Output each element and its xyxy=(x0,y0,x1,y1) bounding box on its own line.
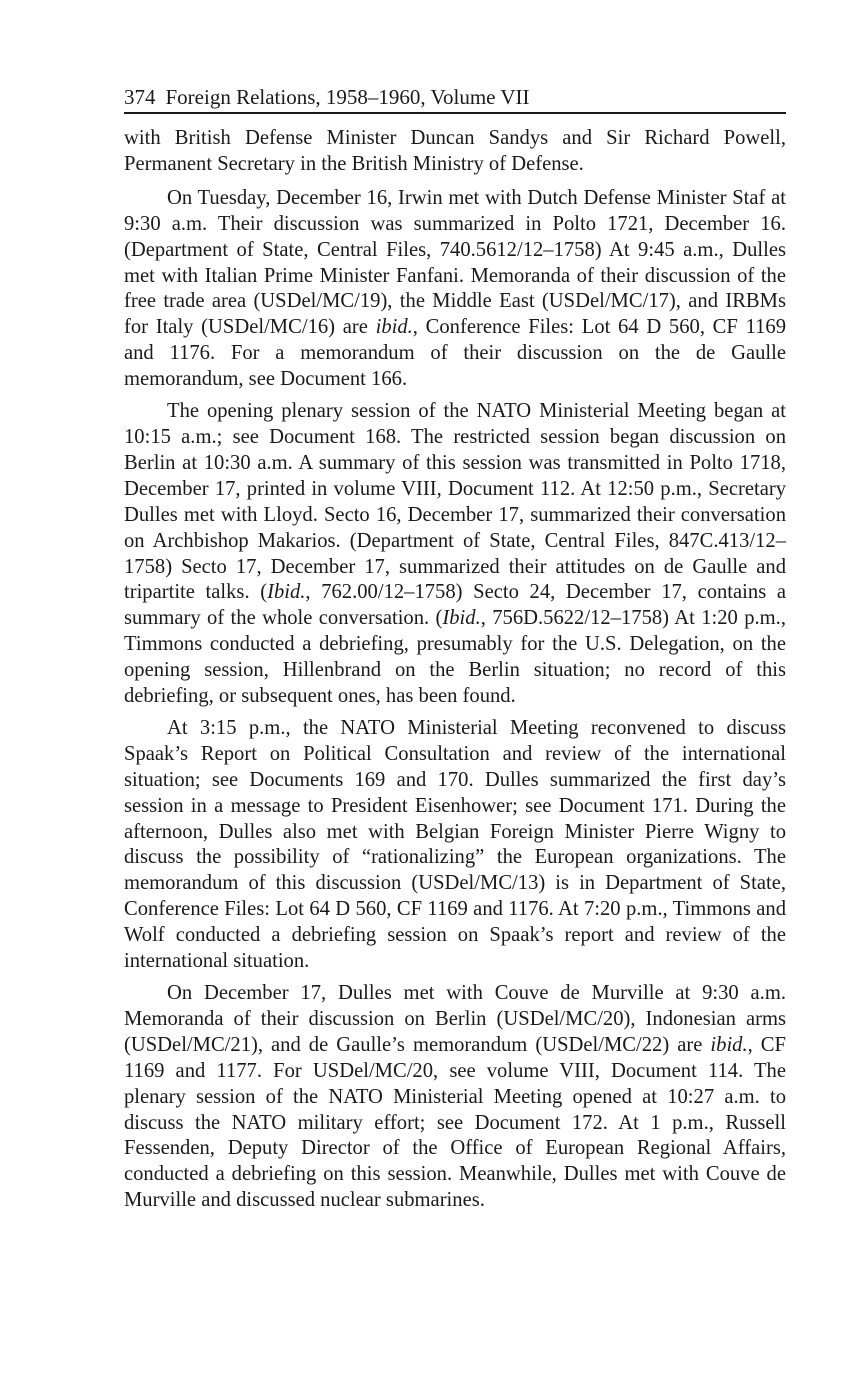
body-text xyxy=(124,126,786,1214)
text-segment: , CF 1169 and 1177. For USDel/MC/20, see volume VIII, Document 114. The plenary session of the NATO Ministerial Meeting opened at 10:27 a.m. to discuss the NATO military effort; see Document 172. At 1 p.m., Russell Fessenden, Deputy Director of the Office of European Regional Affairs, conducted a debriefing on this session. Meanwhile, Dulles met with Couve de Murville and discussed nuclear submarines. xyxy=(124,1033,786,1212)
paragraph-reconvened xyxy=(124,716,786,975)
ibid-reference: Ibid. xyxy=(442,607,481,630)
text-segment: , Conference Files: Lot 64 D 560, CF 1169 and 1176. For a memorandum of their discussion on the de Gaulle memorandum, see Document 166. xyxy=(124,316,786,391)
page-number: 374 xyxy=(124,85,156,109)
paragraph-continuation xyxy=(124,126,786,178)
ibid-reference: Ibid. xyxy=(267,581,306,604)
text-segment: On December 17, Dulles met with Couve de Murville at 9:30 a.m. Memoranda of their discussion on Berlin (USDel/MC/20), Indonesian arms (USDel/MC/21), and de Gaulle’s memorandum (USDel/MC/22) are xyxy=(124,982,786,1056)
running-head xyxy=(124,84,786,114)
ibid-reference: ibid. xyxy=(375,316,413,339)
document-page xyxy=(124,84,786,1220)
ibid-reference: ibid. xyxy=(710,1033,748,1056)
text-segment: with British Defense Minister Duncan Sandys and Sir Richard Powell, Permanent Secretary in the British Ministry of Defense. xyxy=(124,127,786,175)
text-segment: , 762.00/12–1758) Secto 24, December 17, contains a summary of the whole conversation. ( xyxy=(124,581,786,630)
text-segment: The opening plenary session of the NATO Ministerial Meeting began at 10:15 a.m.; see Document 168. The restricted session began discussion on Berlin at 10:30 a.m. A summary of this session was transmitted in Polto 1718, December 17, printed in volume VIII, Document 112. At 12:50 p.m., Secretary Dulles met with Lloyd. Secto 16, December 17, summarized their conversation on Archbishop Makarios. (Department of State, Central Files, 847C.413/12–1758) Secto 17, December 17, summarized their attitudes on de Gaulle and tripartite talks. ( xyxy=(124,400,786,604)
text-segment: At 3:15 p.m., the NATO Ministerial Meeting reconvened to discuss Spaak’s Report on Political Consultation and review of the international situation; see Documents 169 and 170. Dulles summarized the first day’s session in a message to President Eisenhower; see Document 171. During the afternoon, Dulles also met with Belgian Foreign Minister Pierre Wigny to discuss the possibility of “rationalizing” the European organizations. The memorandum of this discussion (USDel/MC/13) is in Department of State, Conference Files: Lot 64 D 560, CF 1169 and 1176. At 7:20 p.m., Timmons and Wolf conducted a debriefing session on Spaak’s report and review of the international situation. xyxy=(124,716,786,973)
paragraph-december-16 xyxy=(124,186,786,393)
volume-title: Foreign Relations, 1958–1960, Volume VII xyxy=(165,85,530,109)
text-segment: On Tuesday, December 16, Irwin met with Dutch Defense Minister Staf at 9:30 a.m. Their discussion was summarized in Polto 1721, December 16. (Department of State, Central Files, 740.5612/12–1758) At 9:45 a.m., Dulles met with Italian Prime Minister Fanfani. Memoranda of their discussion of the free trade area (USDel/MC/19), the Middle East (USDel/MC/17), and IRBMs for Italy (USDel/MC/16) are xyxy=(124,186,786,339)
paragraph-december-17 xyxy=(124,981,786,1214)
text-segment: , 756D.5622/12–1758) At 1:20 p.m., Timmons conducted a debriefing, presumably for the U.S. Delegation, on the opening session, Hillenbrand on the Berlin situation; no record of this debriefing, or subsequent ones, has been found. xyxy=(124,607,786,708)
paragraph-opening-plenary xyxy=(124,399,786,710)
